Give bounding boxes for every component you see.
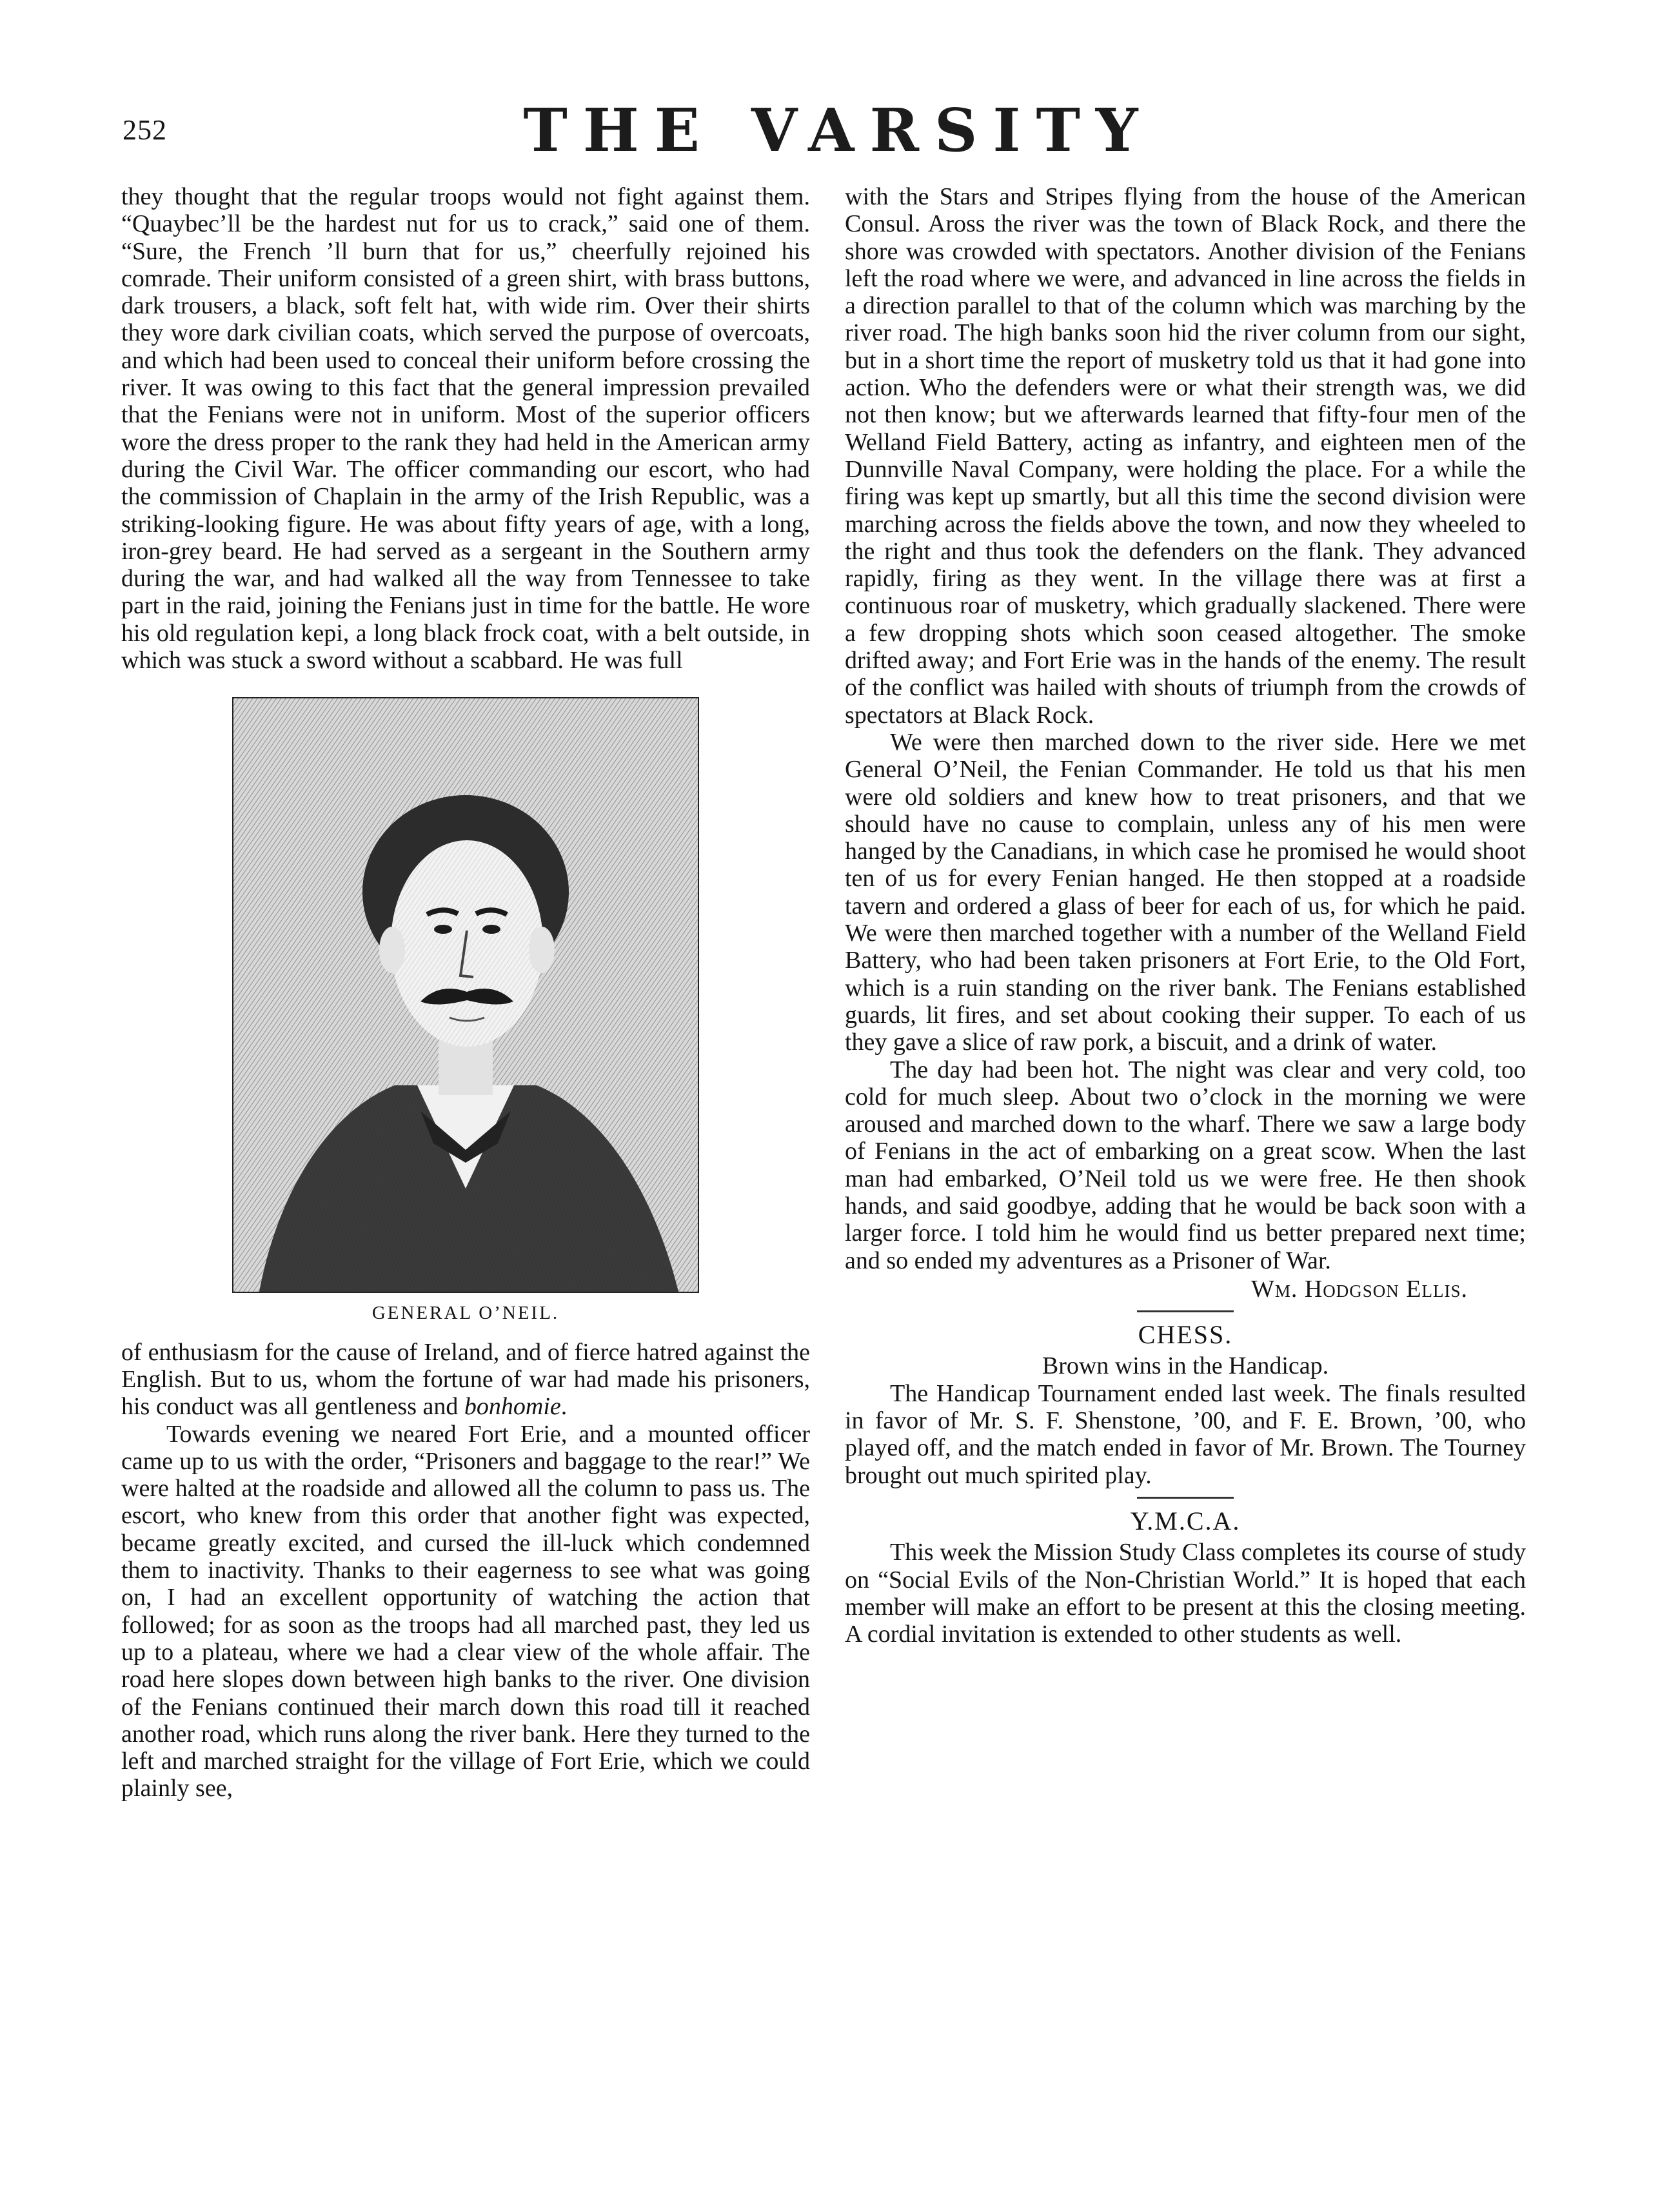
portrait-image: [232, 697, 699, 1293]
left-paragraph-2: [121, 1339, 810, 1421]
author-signature: Wm. Hodgson Ellis.: [1250, 1275, 1468, 1303]
left-column: [121, 183, 810, 1802]
portrait-engraving: [233, 698, 698, 1292]
chess-heading: CHESS.: [1138, 1320, 1233, 1350]
left-paragraph-2-text: of enthusiasm for the cause of Ireland, and of fierce hatred against the English. But to us, whom the fortune of war had made his prisoners, his conduct was all gentleness and: [121, 1338, 810, 1421]
ymca-body: This week the Mission Study Class completes its course of study on “Social Evils of the Non-Christian World.” It is hoped that each member will make an effort to be present at this the closing meeting. A cordial invitation is extended to other students as well.: [845, 1539, 1526, 1648]
page-number: 252: [123, 114, 167, 146]
chess-body: The Handicap Tournament ended last week. The finals resulted in favor of Mr. S. F. Shenstone, ’00, and F. E. Brown, ’00, who played off, and the match ended in favor of Mr. Brown. The Tourney brought out much spirited play.: [845, 1379, 1526, 1489]
ymca-heading: Y.M.C.A.: [1130, 1506, 1241, 1535]
right-column: [845, 183, 1526, 1648]
chess-subheading: Brown wins in the Handicap.: [1042, 1352, 1329, 1380]
section-divider: [1137, 1497, 1234, 1499]
left-paragraph-1: they thought that the regular troops would not fight against them. “Quaybec’ll be the hardest nut for us to crack,” said one of them. “Sure, the French ’ll burn that for us,” cheerfully rejoined his comrade. Their uniform consisted of a green shirt, with brass buttons, dark trousers, a black, soft felt hat, with wide rim. Over their shirts they wore dark civilian coats, which served the purpose of overcoats, and which had been used to conceal their uniform before crossing the river. It was owing to this fact that the general impression prevailed that the Fenians were not in uniform. Most of the superior officers wore the dress proper to the rank they had held in the American army during the Civil War. The officer commanding our escort, who had the commission of Chaplain in the army of the Irish Republic, was a striking-looking figure. He was about fifty years of age, with a long, iron-grey beard. He had served as a sergeant in the Southern army during the war, and had walked all the way from Tennessee to take part in the raid, joining the Fenians just in time for the battle. He wore his old regulation kepi, a long black frock coat, with a belt outside, in which was stuck a sword without a scabbard. He was full: [121, 183, 810, 675]
portrait-caption: GENERAL O’NEIL.: [371, 1303, 560, 1324]
right-paragraph-3: The day had been hot. The night was clear and very cold, too cold for much sleep. About two o’clock in the morning we were aroused and marched down to the wharf. There we saw a large body of Fenians in the act of embarking on a great scow. When the last man had embarked, O’Neil told us we were free. He then shook hands, and said goodbye, adding that he would be back soon with a larger force. I told him he would find us better prepared next time; and so ended my adventures as a Prisoner of War.: [845, 1056, 1526, 1274]
left-paragraph-2-italic: bonhomie: [464, 1393, 561, 1421]
left-paragraph-2-end: .: [560, 1393, 568, 1421]
right-paragraph-2: We were then marched down to the river side. Here we met General O’Neil, the Fenian Commander. He told us that his men were old soldiers and knew how to treat prisoners, and that we should have no cause to complain, unless any of his men were hanged by the Canadians, in which case he promised he would shoot ten of us for every Fenian hanged. He then stopped at a roadside tavern and ordered a glass of beer for each of us, for which he paid. We were then marched together with a number of the Welland Field Battery, who had been taken prisoners at Fort Erie, to the Old Fort, which is a ruin standing on the river bank. The Fenians established guards, lit fires, and set about cooking their supper. To each of us they gave a slice of raw pork, a biscuit, and a drink of water.: [845, 728, 1526, 1056]
portrait-figure: [227, 697, 704, 1327]
right-paragraph-1: with the Stars and Stripes flying from the house of the American Consul. Aross the river was the town of Black Rock, and there the shore was crowded with spectators. Another division of the Fenians left the road where we were, and advanced in line across the fields in a direction parallel to that of the column which was marching by the river road. The high banks soon hid the river column from our sight, but in a short time the report of musketry told us that it had gone into action. Who the defenders were or what their strength was, we did not then know; but we afterwards learned that fifty-four men of the Welland Field Battery, acting as infantry, and eighteen men of the Dunnville Naval Company, were holding the place. For a while the firing was kept up smartly, but all this time the second division were marching across the fields above the town, and now they wheeled to the right and thus took the defenders on the flank. They advanced rapidly, firing as they went. In the village there was at first a continuous roar of musketry, which gradually slackened. There were a few dropping shots which soon ceased altogether. The smoke drifted away; and Fort Erie was in the hands of the enemy. The result of the conflict was hailed with shouts of triumph from the crowds of spectators at Black Rock.: [845, 183, 1526, 729]
masthead-title: THE VARSITY: [523, 95, 1154, 165]
section-divider: [1137, 1310, 1234, 1312]
left-paragraph-3: Towards evening we neared Fort Erie, and a mounted officer came up to us with the order, “Prisoners and baggage to the rear!” We were halted at the roadside and allowed all the column to pass us. The escort, who knew from this order that another fight was expected, became greatly excited, and cursed the ill-luck which condemned them to inactivity. Thanks to their eagerness to see what was going on, I had an excellent opportunity of watching the action that followed; for as soon as the troops had all marched past, they led us up to a plateau, where we had a clear view of the whole affair. The road here slopes down between high banks to the river. One division of the Fenians continued their march down this road till it reached another road, which runs along the river bank. Here they turned to the left and marched straight for the village of Fort Erie, which we could plainly see,: [121, 1420, 810, 1802]
